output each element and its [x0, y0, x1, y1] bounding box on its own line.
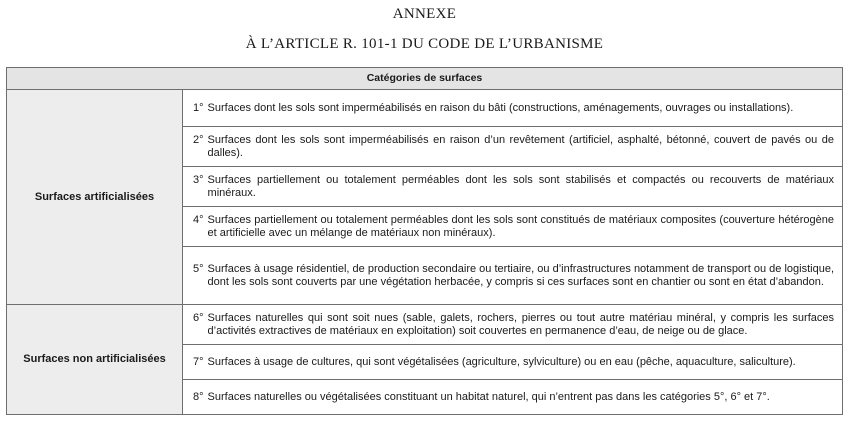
item-text: Surfaces à usage résidentiel, de production secondaire ou tertiaire, ou d’infrastructures notamment de transport ou de logistique, dont les sols sont couverts par une végétation herbacée, y compris si ces surfaces sont en chantier ou sont en état d’abandon.: [207, 263, 834, 288]
item-number: 3°: [193, 174, 204, 187]
table-row: [7, 90, 843, 127]
item-text: Surfaces dont les sols sont imperméabilisés en raison du bâti (constructions, aménagements, ouvrages ou installations).: [207, 101, 794, 114]
item-number: 6°: [193, 312, 204, 325]
category-item-6: [183, 305, 843, 345]
item-number: 2°: [193, 134, 204, 147]
annex-subtitle: À L’ARTICLE R. 101-1 DU CODE DE L’URBANISME: [245, 36, 604, 52]
category-artificialized: Surfaces artificialisées: [7, 90, 183, 305]
item-text: Surfaces partiellement ou totalement perméables dont les sols sont stabilisés et compactés ou recouverts de matériaux minéraux.: [207, 174, 834, 199]
item-number: 8°: [193, 390, 204, 403]
item-text: Surfaces naturelles qui sont soit nues (sable, galets, rochers, pierres ou tout autre matériau minéral, y compris les surfaces d’activités extractives de matériaux en exploitation) soit couvertes en permanence d’eau, de neige ou de glace.: [207, 312, 834, 337]
item-number: 4°: [193, 214, 204, 227]
item-number: 5°: [193, 263, 204, 276]
category-item-3: [183, 167, 843, 207]
item-number: 7°: [193, 355, 204, 368]
category-item-5: [183, 247, 843, 305]
annex-title: ANNEXE: [392, 6, 457, 22]
category-item-8: [183, 380, 843, 415]
item-number: 1°: [193, 101, 204, 114]
category-item-2: [183, 127, 843, 167]
table-header: Catégories de surfaces: [7, 68, 843, 90]
item-text: Surfaces naturelles ou végétalisées constituant un habitat naturel, qui n’entrent pas dans les catégories 5°, 6° et 7°.: [207, 390, 770, 403]
item-text: Surfaces partiellement ou totalement perméables dont les sols sont constitués de matériaux composites (couverture hétérogène et artificielle avec un mélange de matériaux non minéraux).: [207, 214, 834, 239]
item-text: Surfaces dont les sols sont imperméabilisés en raison d’un revêtement (artificiel, asphalté, bétonné, couvert de pavés ou de dalles).: [207, 134, 834, 159]
category-item-4: [183, 207, 843, 247]
category-item-7: [183, 345, 843, 380]
category-non-artificialized: Surfaces non artificialisées: [7, 305, 183, 415]
surface-categories-table: [6, 67, 843, 415]
item-text: Surfaces à usage de cultures, qui sont végétalisées (agriculture, sylviculture) ou en eau (pêche, aquaculture, saliculture).: [207, 355, 796, 368]
table-row: [7, 305, 843, 345]
category-item-1: [183, 90, 843, 127]
table-header-row: [7, 68, 843, 90]
